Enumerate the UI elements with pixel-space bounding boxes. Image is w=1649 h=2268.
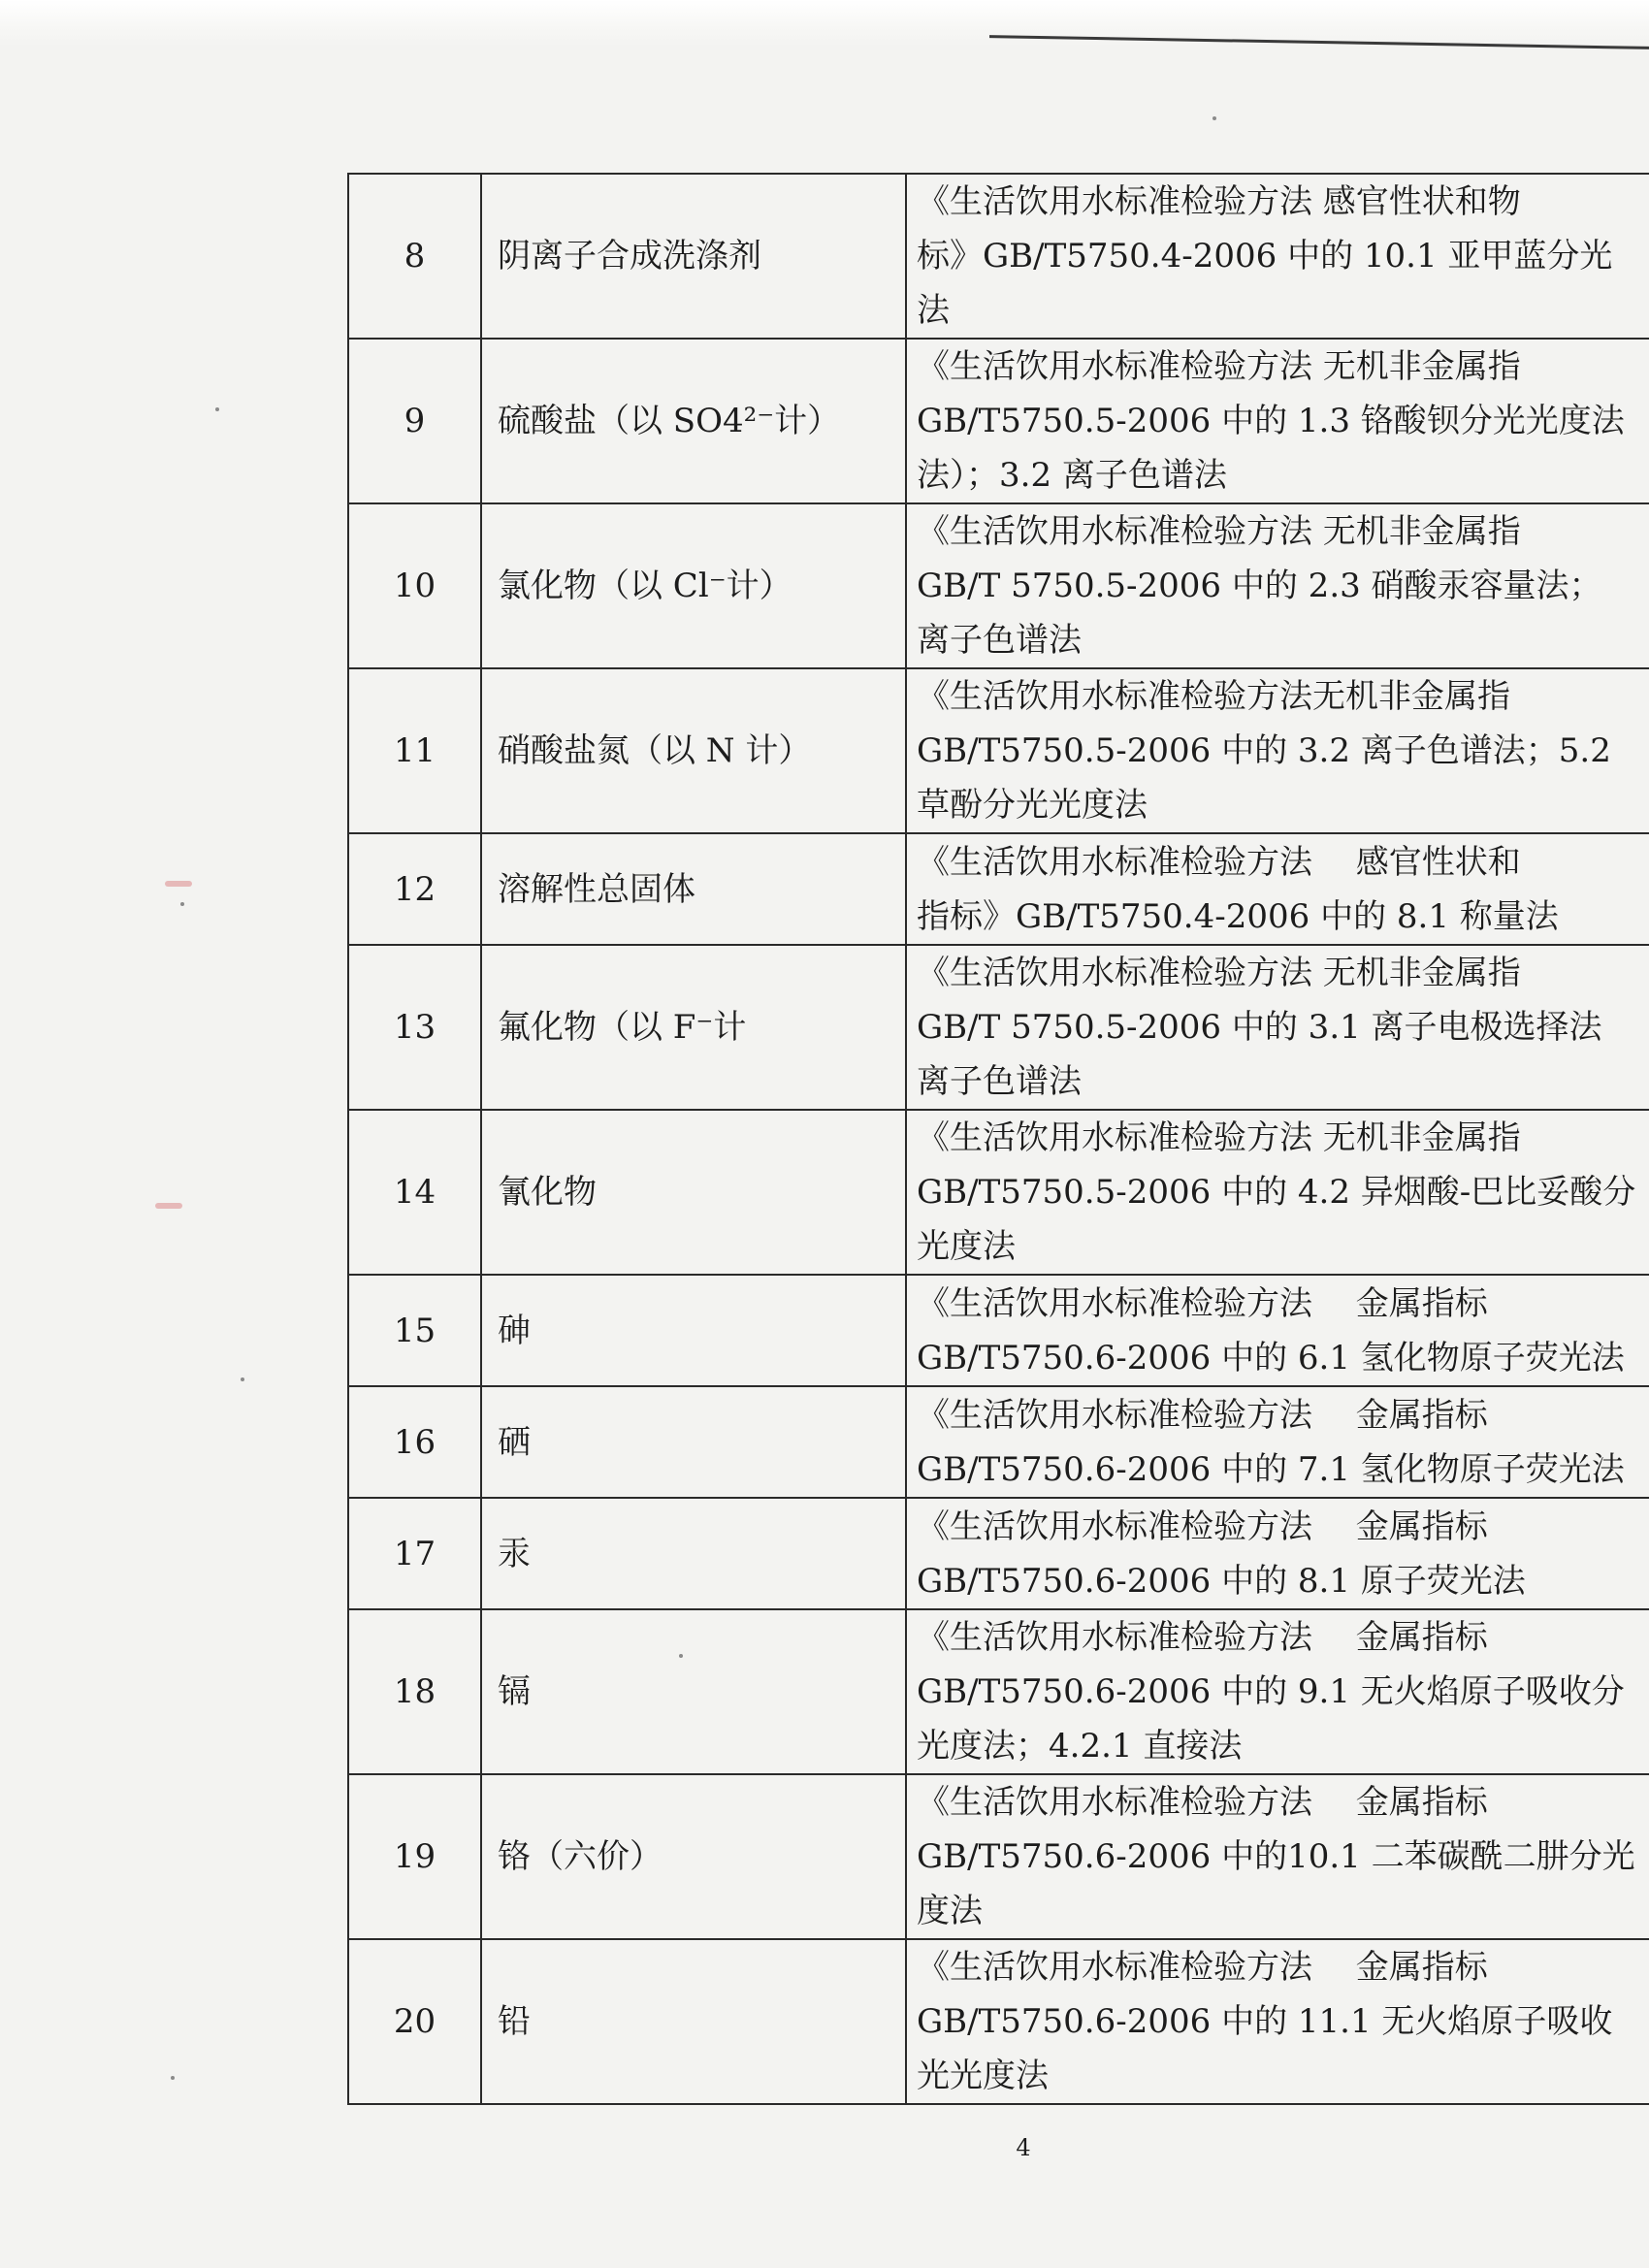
test-item: 阴离子合成洗涤剂 (481, 174, 906, 339)
test-item: 铅 (481, 1939, 906, 2104)
test-method (906, 503, 1649, 668)
test-method (906, 833, 1649, 945)
method-line: 草酚分光光度法 (917, 786, 1148, 825)
test-method (906, 1386, 1649, 1498)
table-row (348, 1275, 1649, 1386)
test-method (906, 1275, 1649, 1386)
row-number: 15 (348, 1275, 481, 1386)
table-row (348, 1498, 1649, 1609)
method-line: 离子色谱法 (917, 1062, 1082, 1101)
method-line: 《生活饮用水标准检验方法 无机非金属指 (917, 347, 1521, 386)
row-number: 10 (348, 503, 481, 668)
scan-speck (215, 407, 219, 411)
test-method (906, 174, 1649, 339)
method-line: GB/T5750.6-2006 中的 9.1 无火焰原子吸收分 (917, 1672, 1625, 1711)
test-item: 铬（六价） (481, 1774, 906, 1939)
page-number: 4 (1016, 2134, 1031, 2161)
test-item: 氯化物（以 Cl⁻计） (481, 503, 906, 668)
scan-speck (1212, 116, 1216, 120)
scan-mark (165, 881, 192, 887)
table-row (348, 1609, 1649, 1774)
method-line: 《生活饮用水标准检验方法 金属指标 (917, 1618, 1488, 1657)
method-line: 法 (917, 291, 950, 330)
test-method (906, 339, 1649, 503)
table-row (348, 945, 1649, 1110)
row-number: 11 (348, 668, 481, 833)
test-method (906, 1110, 1649, 1275)
method-line: 度法 (917, 1892, 983, 1930)
method-line: GB/T 5750.5-2006 中的 2.3 硝酸汞容量法； (917, 567, 1602, 605)
method-line: 《生活饮用水标准检验方法 无机非金属指 (917, 1118, 1521, 1157)
scan-speck (171, 2076, 175, 2080)
method-line: 指标》GB/T5750.4-2006 中的 8.1 称量法 (917, 896, 1559, 936)
table-row (348, 339, 1649, 503)
method-line: GB/T5750.6-2006 中的 8.1 原子荧光法 (917, 1561, 1526, 1601)
row-number: 12 (348, 833, 481, 945)
row-number: 13 (348, 945, 481, 1110)
test-item: 硒 (481, 1386, 906, 1498)
method-line: GB/T5750.6-2006 中的 7.1 氢化物原子荧光法 (917, 1449, 1625, 1489)
method-line: 《生活饮用水标准检验方法 感官性状和 (917, 842, 1521, 882)
method-line: 标》GB/T5750.4-2006 中的 10.1 亚甲蓝分光 (917, 237, 1613, 275)
method-line: GB/T5750.5-2006 中的 3.2 离子色谱法；5.2 (917, 731, 1611, 770)
method-line: 《生活饮用水标准检验方法无机非金属指 (917, 677, 1510, 716)
test-method (906, 668, 1649, 833)
method-line: GB/T5750.6-2006 中的10.1 二苯碳酰二肼分光 (917, 1837, 1635, 1876)
table-row (348, 174, 1649, 339)
method-line: 《生活饮用水标准检验方法 无机非金属指 (917, 954, 1521, 992)
method-line: GB/T 5750.5-2006 中的 3.1 离子电极选择法 (917, 1008, 1602, 1047)
test-method (906, 1498, 1649, 1609)
row-number: 8 (348, 174, 481, 339)
test-item: 氰化物 (481, 1110, 906, 1275)
method-line: GB/T5750.6-2006 中的 11.1 无火焰原子吸收 (917, 2002, 1613, 2041)
method-line: 光度法 (917, 1227, 1016, 1266)
row-number: 17 (348, 1498, 481, 1609)
test-item: 硝酸盐氮（以 N 计） (481, 668, 906, 833)
method-line: 《生活饮用水标准检验方法 金属指标 (917, 1948, 1488, 1987)
table-row (348, 1939, 1649, 2104)
scan-mark (155, 1203, 182, 1209)
method-line: 离子色谱法 (917, 621, 1082, 660)
scan-speck (180, 902, 184, 906)
method-line: 光度法；4.2.1 直接法 (917, 1727, 1243, 1766)
test-item: 溶解性总固体 (481, 833, 906, 945)
row-number: 16 (348, 1386, 481, 1498)
method-line: 《生活饮用水标准检验方法 无机非金属指 (917, 512, 1521, 551)
test-method (906, 1939, 1649, 2104)
test-item: 汞 (481, 1498, 906, 1609)
table-row (348, 833, 1649, 945)
test-method (906, 945, 1649, 1110)
test-item: 氟化物（以 F⁻计 (481, 945, 906, 1110)
method-line: GB/T5750.5-2006 中的 1.3 铬酸钡分光光度法 (917, 402, 1625, 440)
method-line: GB/T5750.6-2006 中的 6.1 氢化物原子荧光法 (917, 1338, 1625, 1377)
method-line: 《生活饮用水标准检验方法 金属指标 (917, 1395, 1488, 1435)
row-number: 20 (348, 1939, 481, 2104)
row-number: 14 (348, 1110, 481, 1275)
table-row (348, 668, 1649, 833)
test-method (906, 1609, 1649, 1774)
method-line: GB/T5750.5-2006 中的 4.2 异烟酸-巴比妥酸分 (917, 1173, 1636, 1212)
standards-table (347, 173, 1649, 2105)
test-method (906, 1774, 1649, 1939)
test-item: 镉 (481, 1609, 906, 1774)
method-line: 《生活饮用水标准检验方法 感官性状和物 (917, 182, 1521, 221)
method-line: 光光度法 (917, 2057, 1049, 2095)
test-item: 砷 (481, 1275, 906, 1386)
row-number: 9 (348, 339, 481, 503)
table-row (348, 1386, 1649, 1498)
test-item: 硫酸盐（以 SO4²⁻计） (481, 339, 906, 503)
row-number: 18 (348, 1609, 481, 1774)
scan-speck (241, 1377, 244, 1381)
row-number: 19 (348, 1774, 481, 1939)
method-line: 《生活饮用水标准检验方法 金属指标 (917, 1783, 1488, 1822)
table-row (348, 1110, 1649, 1275)
method-line: 法）；3.2 离子色谱法 (917, 456, 1227, 495)
table-row (348, 503, 1649, 668)
standards-table-wrapper (347, 173, 1649, 2115)
method-line: 《生活饮用水标准检验方法 金属指标 (917, 1283, 1488, 1323)
table-row (348, 1774, 1649, 1939)
method-line: 《生活饮用水标准检验方法 金属指标 (917, 1507, 1488, 1546)
